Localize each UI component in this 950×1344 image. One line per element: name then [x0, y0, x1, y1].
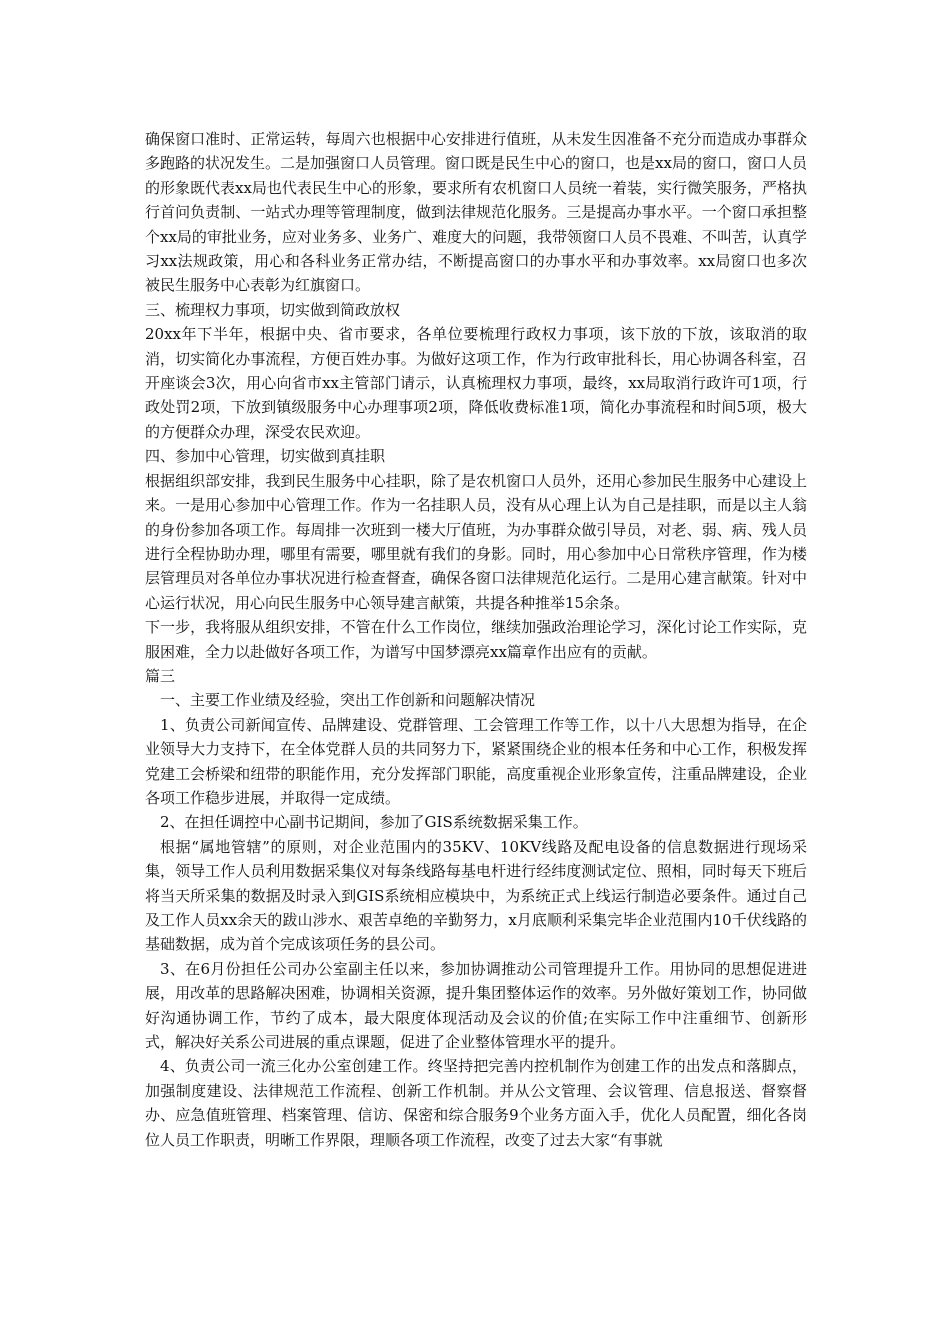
paragraph-next-step: 下一步，我将服从组织安排，不管在什么工作岗位，继续加强政治理论学习，深化讨论工作实际，克服困难，全力以赴做好各项工作，为谱写中国梦漂亮xx篇章作出应有的贡献。	[145, 618, 807, 661]
paragraph-item-1: 1、负责公司新闻宣传、品牌建设、党群管理、工会管理工作等工作，以十八大思想为指导，在企业领导大力支持下，在全体党群人员的共同努力下，紧紧围绕企业的根本任务和中心工作，积极发挥党建工会桥梁和纽带的职能作用，充分发挥部门职能，高度重视企业形象宣传，注重品牌建设，企业各项工作稳步进展，并取得一定成绩。	[145, 715, 807, 807]
section-title-part-three: 篇三	[145, 666, 176, 685]
paragraph-item-3: 3、在6月份担任公司办公室副主任以来，参加协调推动公司管理提升工作。用协同的思想促进进展，用改革的思路解决困难，协调相关资源，提升集团整体运作的效率。另外做好策划工作，协同做好沟通协调工作，节约了成本，最大限度体现活动及会议的价值;在实际工作中注重细节、创新形式，解决好关系公司进展的重点课题，促进了企业整体管理水平的提升。	[145, 959, 807, 1052]
paragraph-window-management: 确保窗口准时、正常运转，每周六也根据中心安排进行值班，从未发生因准备不充分而造成办事群众多跑路的状况发生。二是加强窗口人员管理。窗口既是民生中心的窗口，也是xx局的窗口，窗口人员的形象既代表xx局也代表民生中心的形象，要求所有农机窗口人员统一着装，实行微笑服务，严格执行首问负责制、一站式办理等管理制度，做到法律规范化服务。三是提高办事水平。一个窗口承担整个xx局的审批业务，应对业务多、业务广、难度大的问题，我带领窗口人员不畏难、不叫苦，认真学习xx法规政策，用心和各科业务正常办结，不断提高窗口的办事水平和办事效率。xx局窗口也多次被民生服务中心表彰为红旗窗口。	[145, 130, 807, 295]
paragraph-item-2: 2、在担任调控中心副书记期间，参加了GIS系统数据采集工作。	[160, 813, 588, 832]
heading-center-management: 四、参加中心管理，切实做到真挂职	[145, 447, 386, 466]
paragraph-gis-collection: 根据“属地管辖”的原则，对企业范围内的35KV、10KV线路及配电设备的信息数据进行现场采集，领导工作人员利用数据采集仪对每条线路每基电杆进行经纬度测试定位、照相，同时每天下班后将当天所采集的数据及时录入到GIS系统相应模块中，为系统正式上线运行制造必要条件。通过自己及工作人员xx余天的跋山涉水、艰苦卓绝的辛勤努力，x月底顺利采集完毕企业范围内10千伏线路的基础数据，成为首个完成该项任务的县公司。	[145, 837, 807, 954]
document-body	[145, 127, 807, 1152]
paragraph-center-management: 根据组织部安排，我到民生服务中心挂职，除了是农机窗口人员外，还用心参加民生服务中心建设上来。一是用心参加中心管理工作。作为一名挂职人员，没有从心理上认为自己是挂职，而是以主人翁的身份参加各项工作。每周排一次班到一楼大厅值班，为办事群众做引导员，对老、弱、病、残人员进行全程协助办理，哪里有需要，哪里就有我们的身影。同时，用心参加中心日常秩序管理，作为楼层管理员对各单位办事状况进行检查督查，确保各窗口法律规范化运行。二是用心建言献策。针对中心运行状况，用心向民生服务中心领导建言献策，共提各种推举15余条。	[145, 471, 807, 612]
heading-power-items: 三、梳理权力事项，切实做到简政放权	[145, 300, 401, 319]
paragraph-power-items: 20xx年下半年，根据中央、省市要求，各单位要梳理行政权力事项，该下放的下放，该取消的取消，切实简化办事流程，方便百姓办事。为做好这项工作，作为行政审批科长，用心协调各科室，召开座谈会3次，用心向省市xx主管部门请示，认真梳理权力事项，最终，xx局取消行政许可1项，行政处罚2项，下放到镇级服务中心办理事项2项，降低收费标准1项，简化办事流程和时间5项，极大的方便群众办理，深受农民欢迎。	[145, 325, 807, 441]
heading-work-achievements: 一、主要工作业绩及经验，突出工作创新和问题解决情况	[160, 691, 536, 710]
paragraph-item-4: 4、负责公司一流三化办公室创建工作。终坚持把完善内控机制作为创建工作的出发点和落脚点，加强制度建设、法律规范工作流程、创新工作机制。并从公文管理、会议管理、信息报送、督察督办、应急值班管理、档案管理、信访、保密和综合服务9个业务方面入手，优化人员配置，细化各岗位人员工作职责，明晰工作界限，理顺各项工作流程，改变了过去大家“有事就	[145, 1057, 807, 1149]
